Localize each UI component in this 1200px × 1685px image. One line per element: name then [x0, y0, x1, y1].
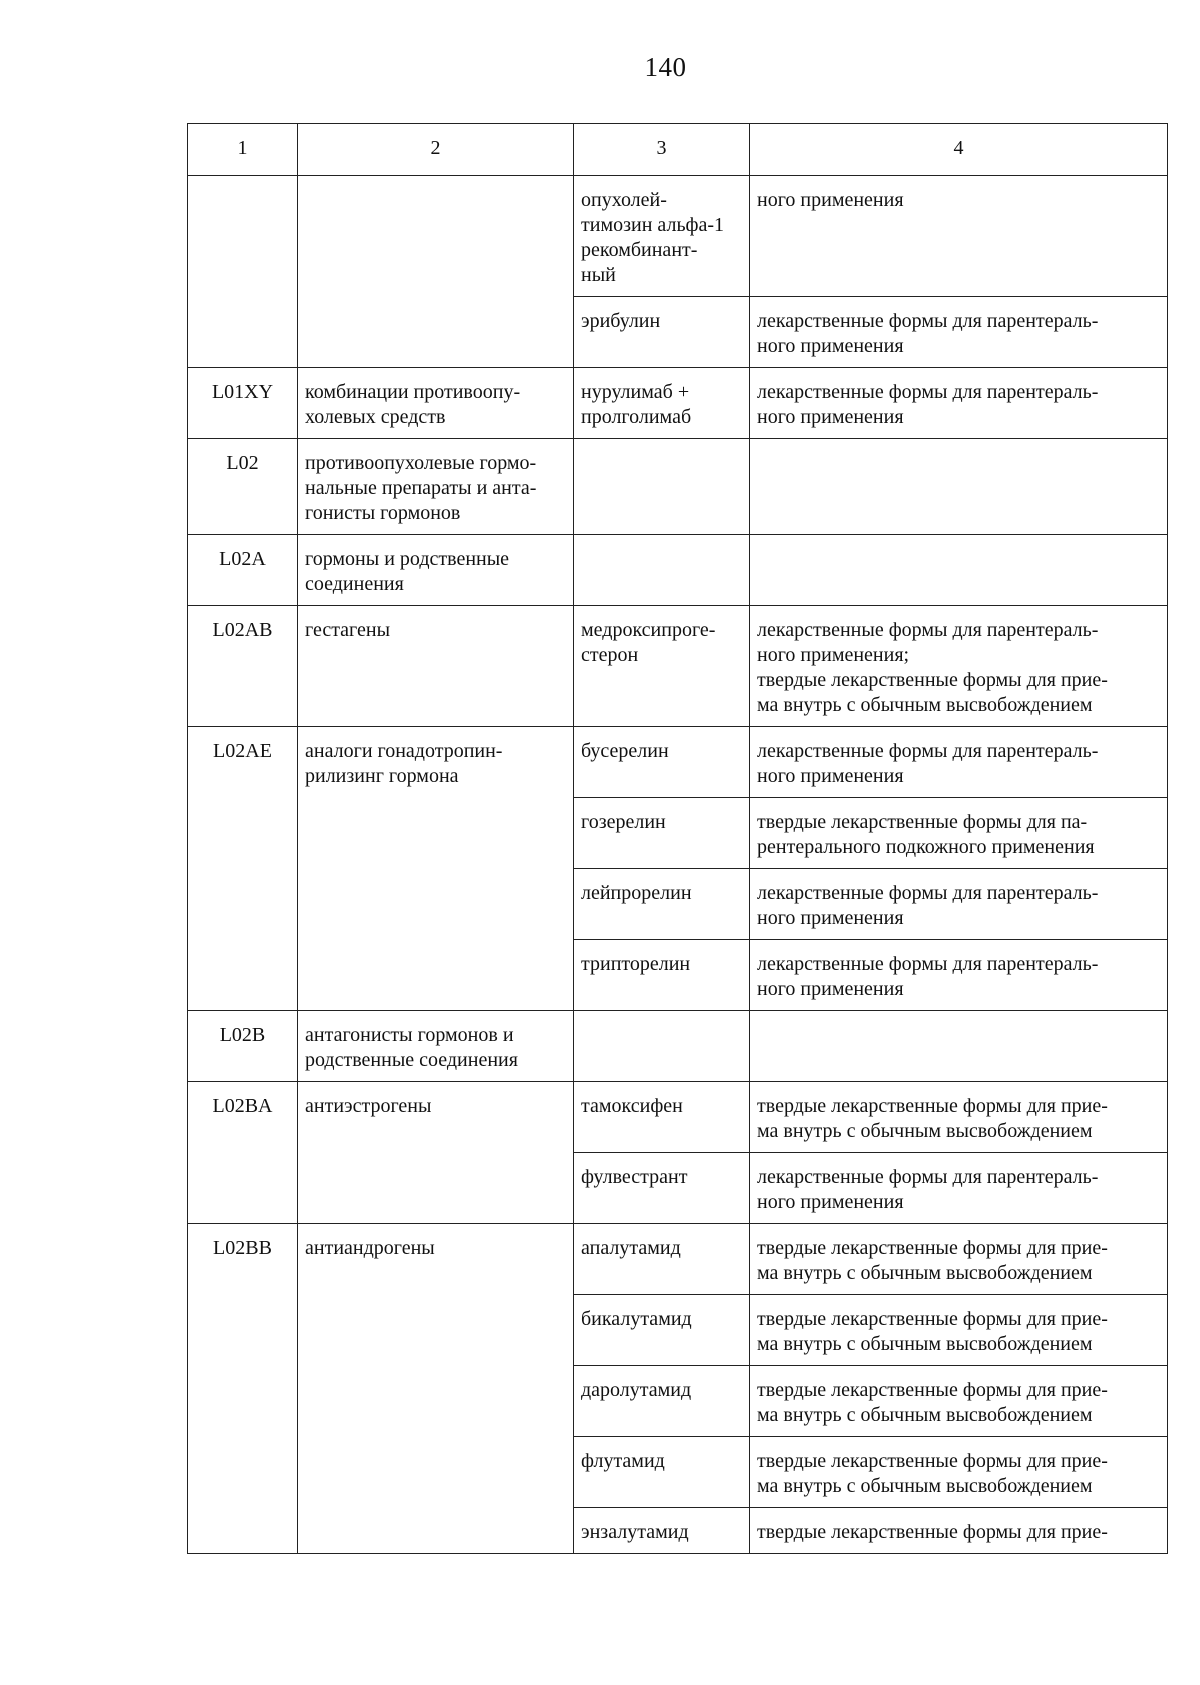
drug-name-cell: лейпрорелин: [574, 869, 750, 940]
group-name-cell: антагонисты гормонов и родственные соединения: [298, 1011, 574, 1082]
table-row: [188, 368, 1168, 439]
header-col-4: 4: [750, 124, 1168, 176]
dosage-form-cell: твердые лекарственные формы для прие- ма внутрь с обычным высвобождением: [750, 1295, 1168, 1366]
drug-name-cell: флутамид: [574, 1437, 750, 1508]
group-name-cell: антиэстрогены: [298, 1082, 574, 1224]
drug-name-cell: бикалутамид: [574, 1295, 750, 1366]
atc-code-cell: L02BA: [188, 1082, 298, 1224]
atc-code-cell: L02BB: [188, 1224, 298, 1554]
drug-name-cell: [574, 535, 750, 606]
drug-name-cell: фулвестрант: [574, 1153, 750, 1224]
page-number: 140: [644, 52, 687, 82]
drug-table: [187, 123, 1168, 1554]
header-col-1: 1: [188, 124, 298, 176]
atc-code-cell: L02: [188, 439, 298, 535]
table-row: [188, 535, 1168, 606]
dosage-form-cell: твердые лекарственные формы для прие- ма внутрь с обычным высвобождением: [750, 1366, 1168, 1437]
drug-name-cell: даролутамид: [574, 1366, 750, 1437]
dosage-form-cell: твердые лекарственные формы для прие- ма внутрь с обычным высвобождением: [750, 1082, 1168, 1153]
dosage-form-cell: твердые лекарственные формы для прие- ма внутрь с обычным высвобождением: [750, 1437, 1168, 1508]
drug-name-cell: трипторелин: [574, 940, 750, 1011]
table-row: [188, 176, 1168, 297]
drug-name-cell: энзалутамид: [574, 1508, 750, 1554]
group-name-cell: аналоги гонадотропин- рилизинг гормона: [298, 727, 574, 1011]
table-body: [188, 176, 1168, 1554]
header-row: [188, 124, 1168, 176]
header-col-3: 3: [574, 124, 750, 176]
dosage-form-cell: [750, 439, 1168, 535]
dosage-form-cell: лекарственные формы для парентераль- ного применения; твердые лекарственные формы для прие- ма внутрь с обычным высвобождением: [750, 606, 1168, 727]
drug-name-cell: [574, 439, 750, 535]
group-name-cell: [298, 176, 574, 368]
atc-code-cell: L02AE: [188, 727, 298, 1011]
table-row: [188, 606, 1168, 727]
dosage-form-cell: лекарственные формы для парентераль- ного применения: [750, 727, 1168, 798]
dosage-form-cell: лекарственные формы для парентераль- ного применения: [750, 869, 1168, 940]
drug-name-cell: бусерелин: [574, 727, 750, 798]
dosage-form-cell: лекарственные формы для парентераль- ного применения: [750, 368, 1168, 439]
group-name-cell: противоопухолевые гормо- нальные препараты и анта- гонисты гормонов: [298, 439, 574, 535]
dosage-form-cell: лекарственные формы для парентераль- ного применения: [750, 297, 1168, 368]
drug-name-cell: гозерелин: [574, 798, 750, 869]
atc-code-cell: L02B: [188, 1011, 298, 1082]
table-row: [188, 727, 1168, 798]
drug-name-cell: [574, 1011, 750, 1082]
dosage-form-cell: ного применения: [750, 176, 1168, 297]
drug-name-cell: медроксипроге- стерон: [574, 606, 750, 727]
group-name-cell: антиандрогены: [298, 1224, 574, 1554]
dosage-form-cell: лекарственные формы для парентераль- ного применения: [750, 940, 1168, 1011]
dosage-form-cell: лекарственные формы для парентераль- ного применения: [750, 1153, 1168, 1224]
table-row: [188, 1082, 1168, 1153]
group-name-cell: гестагены: [298, 606, 574, 727]
drug-name-cell: опухолей- тимозин альфа-1 рекомбинант- ный: [574, 176, 750, 297]
drug-name-cell: нурулимаб + пролголимаб: [574, 368, 750, 439]
table-row: [188, 1224, 1168, 1295]
drug-name-cell: эрибулин: [574, 297, 750, 368]
atc-code-cell: L02A: [188, 535, 298, 606]
atc-code-cell: [188, 176, 298, 368]
dosage-form-cell: [750, 535, 1168, 606]
table-row: [188, 1011, 1168, 1082]
header-col-2: 2: [298, 124, 574, 176]
atc-code-cell: L01XY: [188, 368, 298, 439]
table-header: [188, 124, 1168, 176]
dosage-form-cell: твердые лекарственные формы для па- рентерального подкожного применения: [750, 798, 1168, 869]
atc-code-cell: L02AB: [188, 606, 298, 727]
dosage-form-cell: твердые лекарственные формы для прие- ма внутрь с обычным высвобождением: [750, 1224, 1168, 1295]
dosage-form-cell: [750, 1011, 1168, 1082]
group-name-cell: гормоны и родственные соединения: [298, 535, 574, 606]
drug-name-cell: тамоксифен: [574, 1082, 750, 1153]
drug-name-cell: апалутамид: [574, 1224, 750, 1295]
dosage-form-cell: твердые лекарственные формы для прие-: [750, 1508, 1168, 1554]
group-name-cell: комбинации противоопу- холевых средств: [298, 368, 574, 439]
table-row: [188, 439, 1168, 535]
